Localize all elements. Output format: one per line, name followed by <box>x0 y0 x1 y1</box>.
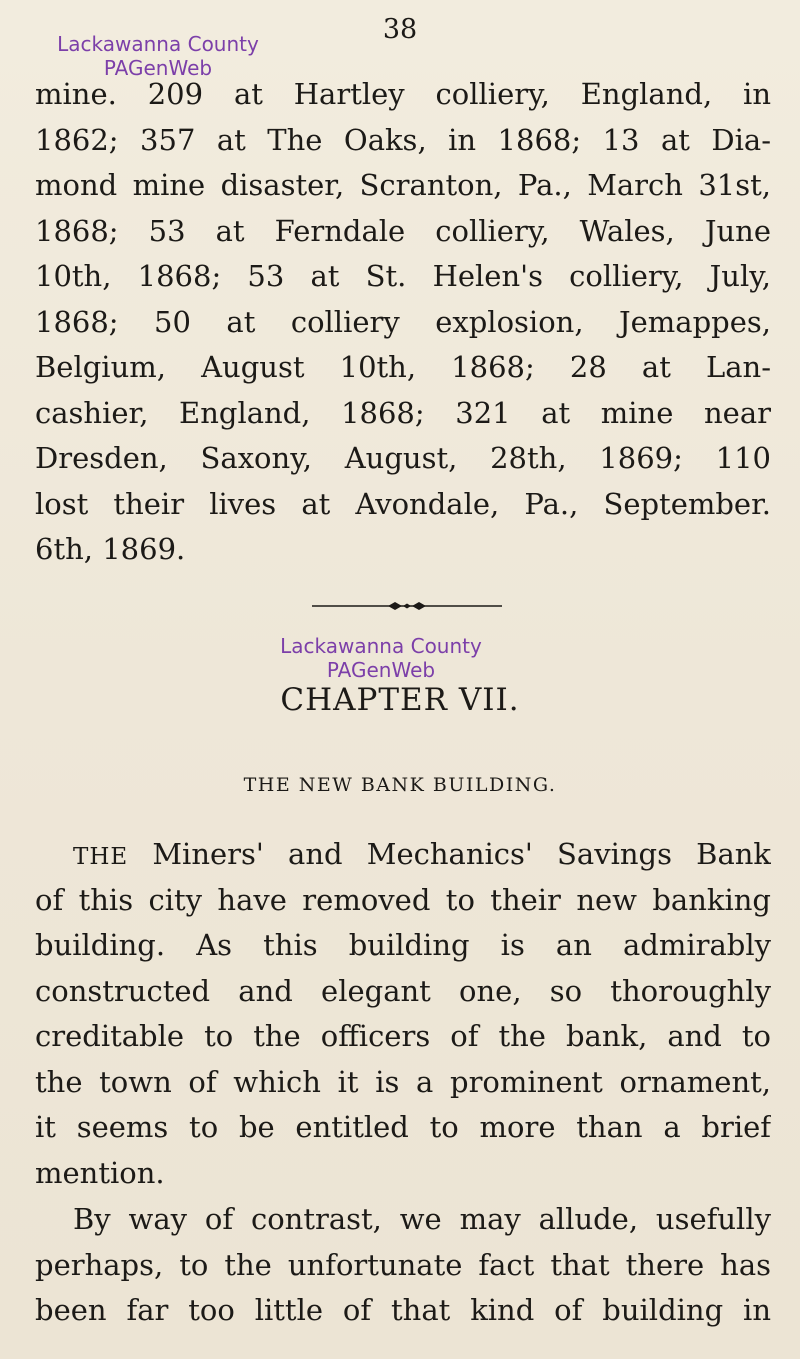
watermark-line-1: Lackawanna County <box>280 634 482 658</box>
watermark-line-2: PAGenWeb <box>326 658 436 682</box>
text-line: cashier, England, 1868; 321 at mine near <box>35 395 771 430</box>
text-line: mine. 209 at Hartley colliery, England, in <box>35 77 771 111</box>
paragraph-contrast <box>35 1197 771 1334</box>
text-line: been far too little of that kind of building in <box>35 1293 771 1327</box>
text-line: Belgium, August 10th, 1868; 28 at Lan- <box>35 350 771 384</box>
text-line: lost their lives at Avondale, Pa., September. <box>35 486 771 521</box>
text-line: By way of contrast, we may allude, usefully <box>73 1202 771 1236</box>
watermark-middle <box>246 634 516 682</box>
text-line: constructed and elegant one, so thoroughly <box>35 973 771 1008</box>
text-line: Dresden, Saxony, August, 28th, 1869; 110 <box>35 441 771 475</box>
watermark-line-2: PAGenWeb <box>103 56 213 80</box>
text-line: 10th, 1868; 53 at St. Helen's colliery, July, <box>35 259 771 293</box>
text-line: 6th, 1869. <box>35 532 186 566</box>
watermark-line-1: Lackawanna County <box>57 32 259 56</box>
text-line: perhaps, to the unfortunate fact that there has <box>35 1247 771 1282</box>
section-divider-ornament <box>312 599 502 613</box>
text-line: 1862; 357 at The Oaks, in 1868; 13 at Dia- <box>35 122 771 157</box>
text-line: mention. <box>35 1155 165 1190</box>
text-line-first <box>35 832 771 878</box>
page-number: 38 <box>382 14 418 45</box>
text-line: the town of which it is a prominent ornament, <box>35 1064 771 1099</box>
text-line: it seems to be entitled to more than a brief <box>35 1110 771 1144</box>
text-line: creditable to the officers of the bank, and to <box>35 1019 771 1053</box>
paragraph-bank-building <box>35 832 771 1196</box>
text-line: of this city have removed to their new banking <box>35 882 771 917</box>
paragraph-mine-disasters <box>35 72 771 573</box>
text-line: building. As this building is an admirably <box>35 928 771 962</box>
first-line-rest: Miners' and Mechanics' Savings Bank <box>128 837 771 871</box>
text-line: 1868; 50 at colliery explosion, Jemappes, <box>35 304 771 339</box>
text-line: 1868; 53 at Ferndale colliery, Wales, June <box>35 213 771 248</box>
section-heading: THE NEW BANK BUILDING. <box>243 774 557 796</box>
chapter-heading: CHAPTER VII. <box>280 682 520 718</box>
text-line: mond mine disaster, Scranton, Pa., March 31st, <box>35 168 771 202</box>
small-caps-word: THE <box>73 844 129 870</box>
